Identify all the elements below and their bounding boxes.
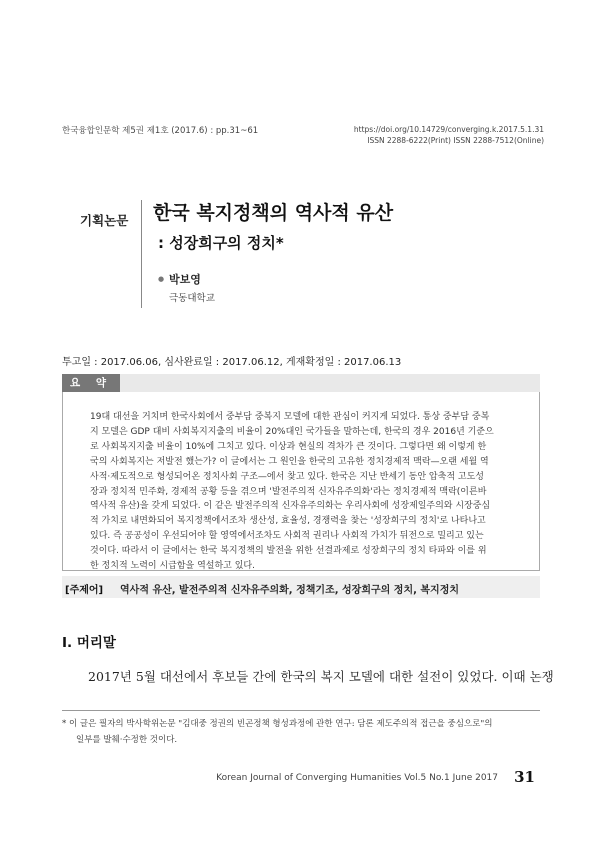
abstract-line: 사적·제도적으로 형성되어온 정치사회 구조—에서 찾고 있다. 한국은 지난 반세기 동안 압축적 고도성 — [90, 471, 484, 482]
author-name: 박보영 — [169, 273, 201, 286]
footnote-line: * 이 글은 필자의 박사학위논문 "김대중 정권의 빈곤정책 형성과정에 관한 연구: 담론 제도주의적 접근을 중심으로"의 — [62, 719, 493, 729]
abstract-line: 역사적 유산)을 갖게 되었다. 이 같은 발전주의적 신자유주의화는 우리사회에 성장제일주의와 시장중심 — [90, 501, 491, 512]
article-type-label: 기획논문 — [80, 213, 129, 228]
abstract-line: 로 사회복지지출 비율이 10%에 그치고 있다. 이상과 현실의 격차가 큰 것이다. 그렇다면 왜 이렇게 한 — [90, 441, 487, 452]
abstract-label: 요 약 — [62, 374, 120, 392]
running-header-ids — [354, 124, 544, 146]
abstract-line: 지 모델은 GDP 대비 사회복지지출의 비율이 20%대인 국가들을 말하는데, 한국의 경우 2016년 기준으 — [90, 426, 494, 437]
abstract-line: 국의 사회복지는 저발전 했는가? 이 글에서는 그 원인을 한국의 고유한 정치경제적 맥락—오랜 세월 역 — [90, 456, 489, 467]
abstract-line: 있다. 즉 공공성이 우선되어야 할 영역에서조차도 사회적 권리나 사회적 가치가 뒤전으로 밀리고 있는 — [90, 531, 484, 542]
footer-journal: Korean Journal of Converging Humanities Vol.5 No.1 June 2017 — [216, 773, 498, 783]
author-affiliation: 극동대학교 — [169, 293, 215, 304]
abstract-line: 19대 대선을 거치며 한국사회에서 중부담 중복지 모델에 대한 관심이 커지게 되었다. 통상 중부담 중복 — [90, 412, 490, 422]
abstract-line: 한 정치적 노력이 시급함을 역설하고 있다. — [90, 561, 255, 572]
section-heading: Ⅰ. 머리말 — [62, 635, 116, 651]
title-divider — [141, 200, 142, 308]
author-bullet-icon: ● — [158, 275, 165, 283]
footnote-line: 일부를 발췌·수정한 것이다. — [76, 735, 178, 745]
abstract-line: 것이다. 따라서 이 글에서는 한국 복지정책의 발전을 위한 선결과제로 성장희구의 정치 타파와 이를 위 — [90, 546, 487, 557]
footnote-divider — [62, 710, 540, 711]
issn-text: ISSN 2288-6222(Print) ISSN 2288-7512(Online) — [367, 136, 544, 145]
keywords-label: [주제어] — [65, 585, 104, 596]
running-header-journal: 한국융합인문학 제5권 제1호 (2017.6) : pp.31~61 — [62, 126, 259, 136]
abstract-text — [90, 410, 520, 574]
body-paragraph: 2017년 5월 대선에서 후보들 간에 한국의 복지 모델에 대한 설전이 있었다. 이때 논쟁 — [88, 669, 554, 684]
article-subtitle: : 성장희구의 정치* — [158, 234, 284, 252]
page-number: 31 — [514, 768, 535, 786]
abstract-line: 적 가치로 내면화되어 복지정책에서조차 생산성, 효율성, 경쟁력을 찾는 '성장희구의 정치'로 나타나고 — [90, 516, 486, 527]
article-title: 한국 복지정책의 역사적 유산 — [153, 202, 394, 224]
submission-dates: 투고일 : 2017.06.06, 심사완료일 : 2017.06.12, 게재확정일 : 2017.06.13 — [62, 357, 402, 368]
doi-link[interactable]: https://doi.org/10.14729/converging.k.2017.5.1.31 — [353, 125, 544, 134]
keywords-text: 역사적 유산, 발전주의적 신자유주의화, 정책기조, 성장희구의 정치, 복지정치 — [120, 585, 460, 596]
abstract-header-bar — [62, 374, 540, 392]
abstract-line: 장과 정치적 민주화, 경제적 공황 등을 겪으며 '발전주의적 신자유주의화'라는 정치경제적 맥락(이른바 — [90, 486, 487, 497]
